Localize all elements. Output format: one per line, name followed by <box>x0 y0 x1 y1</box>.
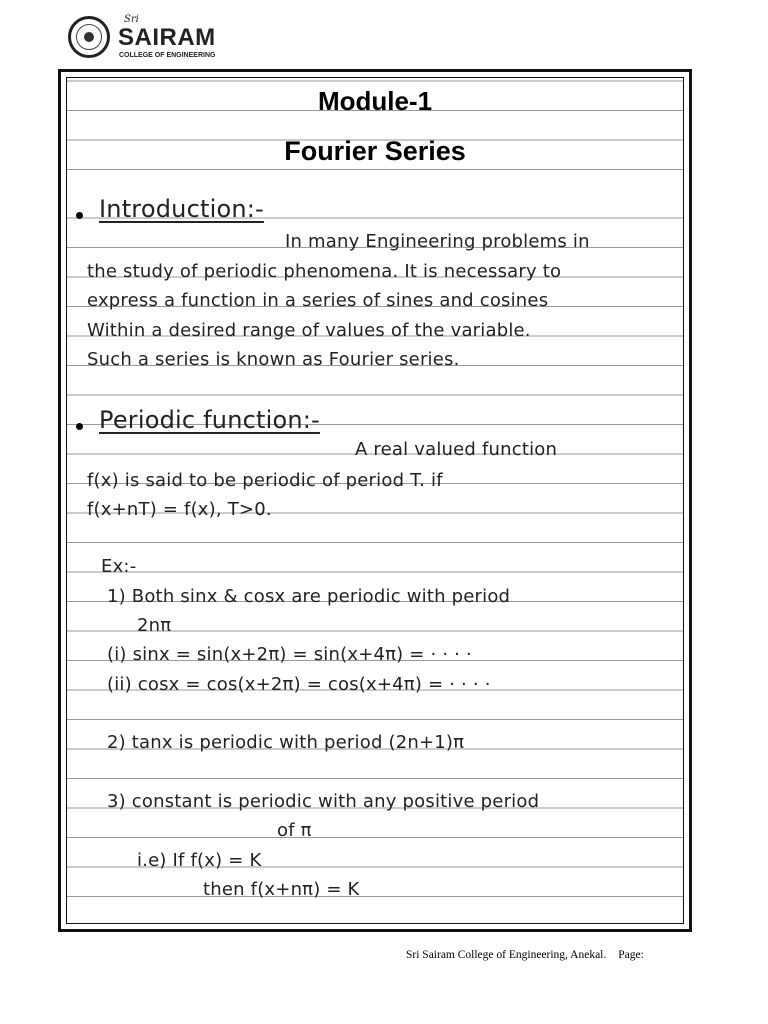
logo-sri-text: Sri <box>124 14 139 25</box>
logo-subtitle-text: COLLEGE OF ENGINEERING <box>119 52 216 59</box>
periodic-definition-line: f(x+nT) = f(x), T>0. <box>87 499 272 520</box>
bullet-icon <box>76 423 83 430</box>
periodic-definition-line: f(x) is said to be periodic of period T. if <box>87 470 443 491</box>
college-logo <box>68 10 228 64</box>
introduction-line: Such a series is known as Fourier series. <box>87 349 460 370</box>
college-wordmark <box>118 14 228 60</box>
example-line: i.e) If f(x) = K <box>137 850 262 871</box>
ruled-notebook-area <box>66 77 684 924</box>
college-seal-icon <box>68 16 110 58</box>
footer-page-label: Page: <box>618 949 644 961</box>
page-footer <box>406 949 644 961</box>
example-line: (ii) cosx = cos(x+2π) = cos(x+4π) = · · · · <box>107 674 491 695</box>
introduction-line: Within a desired range of values of the variable. <box>87 320 531 341</box>
page-border <box>58 69 692 932</box>
introduction-line: the study of periodic phenomena. It is necessary to <box>87 261 562 282</box>
introduction-heading: Introduction:- <box>99 195 264 223</box>
example-line: of π <box>277 820 312 841</box>
example-line: 2nπ <box>137 615 172 636</box>
logo-name-text: SAIRAM <box>118 24 216 51</box>
example-line: 2) tanx is periodic with period (2n+1)π <box>107 732 465 753</box>
example-line: (i) sinx = sin(x+2π) = sin(x+4π) = · · · · <box>107 644 472 665</box>
periodic-definition-line: A real valued function <box>355 439 558 460</box>
example-line: 1) Both sinx & cosx are periodic with period <box>107 586 511 607</box>
periodic-function-heading: Periodic function:- <box>99 406 320 434</box>
module-title: Module-1 <box>317 86 433 116</box>
example-line: 3) constant is periodic with any positive period <box>107 791 540 812</box>
bullet-icon <box>76 212 83 219</box>
introduction-line: In many Engineering problems in <box>285 231 590 252</box>
example-line: then f(x+nπ) = K <box>203 879 360 900</box>
examples-label: Ex:- <box>101 556 137 577</box>
footer-college-text: Sri Sairam College of Engineering, Anekal. <box>406 949 607 961</box>
introduction-line: express a function in a series of sines and cosines <box>87 290 549 311</box>
topic-title: Fourier Series <box>284 136 466 166</box>
